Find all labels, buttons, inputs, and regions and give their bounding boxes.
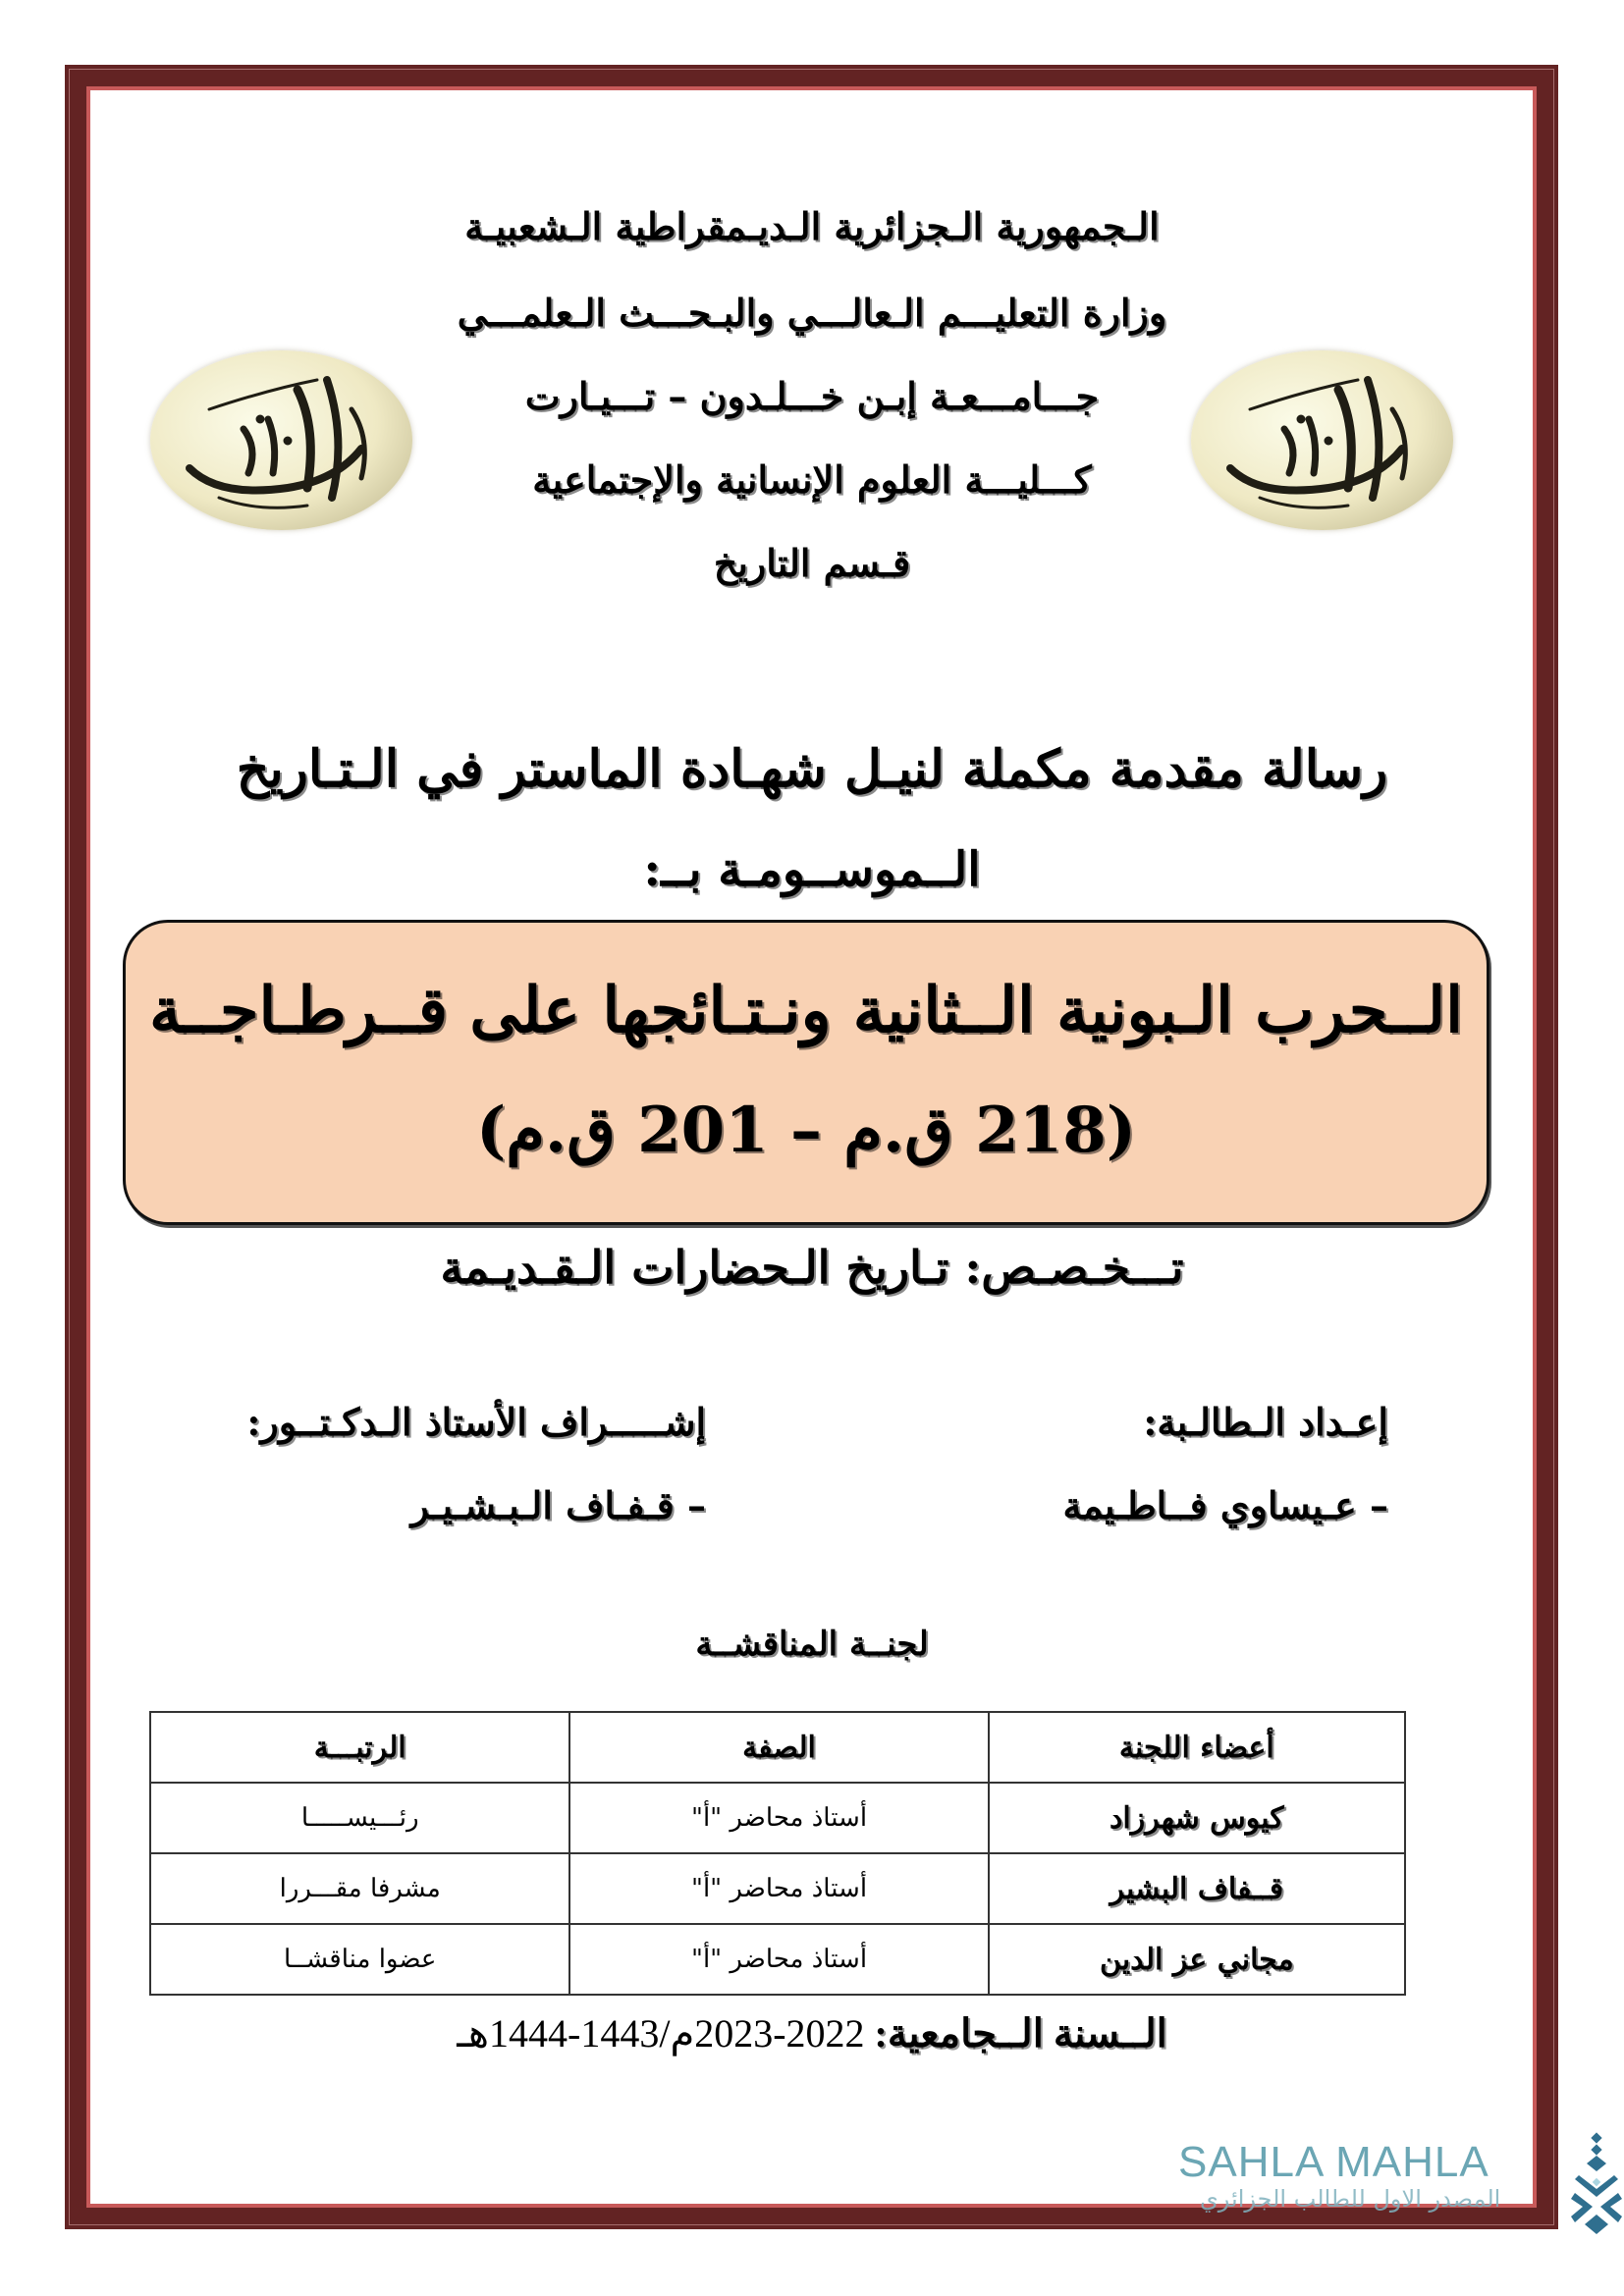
member-name: مجاني عز الدين [989, 1924, 1405, 1995]
member-role: عضوا مناقشــا [150, 1924, 569, 1995]
supervised-by-label: إشـــــراف الأستاذ الـدكـتــور: [246, 1400, 706, 1444]
header-faculty: كـــليـــة العلوم الإنسانية والإجتماعية [532, 457, 1092, 502]
member-role: مشرفا مقـــررا [150, 1853, 569, 1924]
member-title: أستاذ محاضر "أ" [569, 1853, 988, 1924]
university-seal-icon [150, 350, 412, 530]
committee-heading: لجنــة المناقشــة [695, 1625, 929, 1664]
academic-year [0, 2011, 1624, 2056]
column-header-role: الرتبـــة [150, 1712, 569, 1783]
committee-header-row [150, 1712, 1405, 1783]
thesis-period: (218 ق.م – 201 ق.م) [476, 1094, 1136, 1167]
header-ministry: وزارة التعليـــم الـعالـــي والبـحـــث الـعلمـــي [457, 291, 1167, 335]
academic-year-label: الــسنة الــجامعية: [874, 2011, 1167, 2056]
column-header-members: أعضاء اللجنة [989, 1712, 1405, 1783]
thesis-title: الــحرب الـبونية الــثانية ونـتـائجها على قــرطـاجــة [149, 974, 1463, 1047]
member-title: أستاذ محاضر "أ" [569, 1924, 988, 1995]
prepared-by-label: إعـداد الـطالـبة: [1143, 1400, 1388, 1444]
header-department: قـسم التاريخ [713, 541, 911, 585]
member-name: كيوس شهرزاد [989, 1783, 1405, 1853]
table-row [150, 1783, 1405, 1853]
member-title: أستاذ محاضر "أ" [569, 1783, 988, 1853]
university-seal-icon [1191, 350, 1453, 530]
table-row [150, 1924, 1405, 1995]
titled-by-label: الــموســومـة بــ: [643, 842, 981, 897]
specialization: تـــخـصـص: تـاريخ الـحضارات الـقـديـمة [440, 1241, 1184, 1294]
prepared-by-name: – عـيساوي فــاطـيمة [1062, 1483, 1388, 1527]
column-header-title: الصفة [569, 1712, 988, 1783]
member-role: رئـــيســـــا [150, 1783, 569, 1853]
committee-table [149, 1711, 1406, 1996]
sahla-mahla-logo-icon [1569, 2132, 1624, 2238]
table-row [150, 1853, 1405, 1924]
member-name: قــفاف البشير [989, 1853, 1405, 1924]
university-seal-icon-left [150, 350, 412, 530]
header-university: جـــامـــعـة إبـن خـــلـدون – تـــيـارت [524, 374, 1100, 418]
header-republic: الـجمهورية الـجزائرية الـديـمقراطية الـشعبيـة [464, 204, 1160, 248]
supervised-by-name: – قـفـاف الـبـشـيـر [410, 1483, 706, 1527]
academic-year-value: 2022-2023م/1443-1444هـ [457, 2011, 865, 2056]
watermark-tagline: المصدر الاول للطالب الجزائري [1200, 2185, 1501, 2213]
thesis-title-box [123, 920, 1489, 1225]
watermark [1178, 2138, 1624, 2246]
submission-statement: رسالة مقدمة مكملة لنيـل شهـادة الماستر في الـتـاريخ [236, 739, 1388, 799]
watermark-brand: SAHLA MAHLA [1178, 2138, 1489, 2186]
university-seal-icon-right [1191, 350, 1453, 530]
